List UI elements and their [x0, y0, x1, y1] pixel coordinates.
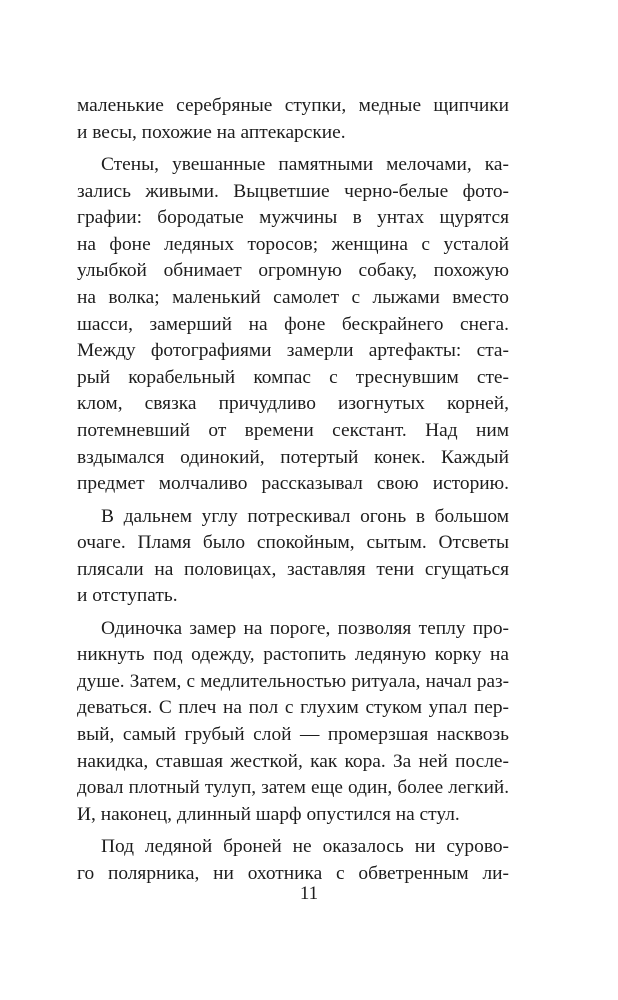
text-line: В дальнем углу потрескивал огонь в большом: [101, 505, 509, 527]
text-line: и весы, похожие на аптекарские.: [77, 121, 346, 143]
text-line: потемневший от времени секстант. Над ним: [77, 419, 509, 441]
text-line: Под ледяной броней не оказалось ни сурово-: [101, 836, 509, 858]
text-line: Стены, увешанные памятными мелочами, ка-: [101, 153, 509, 175]
text-line: И, наконец, длинный шарф опустился на стул.: [77, 803, 460, 825]
text-line: довал плотный тулуп, затем еще один, более легкий.: [77, 777, 509, 799]
text-line: клом, связка причудливо изогнутых корней,: [77, 393, 509, 415]
text-line: вздымался одинокий, потертый конек. Каждый: [77, 446, 509, 468]
body-text: [77, 93, 509, 887]
text-line: и отступать.: [77, 585, 178, 607]
text-line: зались живыми. Выцветшие черно-белые фото-: [77, 180, 509, 202]
text-line: вый, самый грубый слой — промерзшая насквозь: [77, 724, 509, 746]
text-line: улыбкой обнимает огромную собаку, похожую: [77, 260, 509, 282]
text-line: маленькие серебряные ступки, медные щипчики: [77, 95, 509, 116]
text-line: предмет молчаливо рассказывал свою историю.: [77, 473, 509, 495]
text-line: накидка, ставшая жесткой, как кора. За ней после-: [77, 750, 509, 772]
text-line: никнуть под одежду, растопить ледяную корку на: [77, 644, 509, 666]
text-line: душе. Затем, с медлительностью ритуала, начал раз-: [77, 670, 509, 692]
text-line: Между фотографиями замерли артефакты: ста-: [77, 340, 509, 362]
text-line: шасси, замерший на фоне бескрайнего снега.: [77, 313, 509, 335]
text-line: рый корабельный компас с треснувшим сте-: [77, 366, 509, 388]
text-line: Одиночка замер на пороге, позволяя теплу про-: [101, 617, 509, 639]
paragraph: [77, 504, 509, 610]
page-number: 11: [299, 883, 319, 904]
text-line: деваться. С плеч на пол с глухим стуком упал пер-: [77, 697, 509, 719]
paragraph: [77, 152, 509, 498]
text-line: очаге. Пламя было спокойным, сытым. Отсветы: [77, 532, 509, 554]
text-line: плясали на половицах, заставляя тени сгущаться: [77, 558, 509, 580]
text-line: на волка; маленький самолет с лыжами вместо: [77, 286, 509, 308]
paragraph: [77, 616, 509, 829]
paragraph: [77, 93, 509, 146]
text-line: го полярника, ни охотника с обветренным ли-: [77, 862, 509, 884]
text-line: на фоне ледяных торосов; женщина с усталой: [77, 233, 509, 255]
text-line: графии: бородатые мужчины в унтах щурятся: [77, 207, 509, 229]
paragraph: [77, 834, 509, 887]
